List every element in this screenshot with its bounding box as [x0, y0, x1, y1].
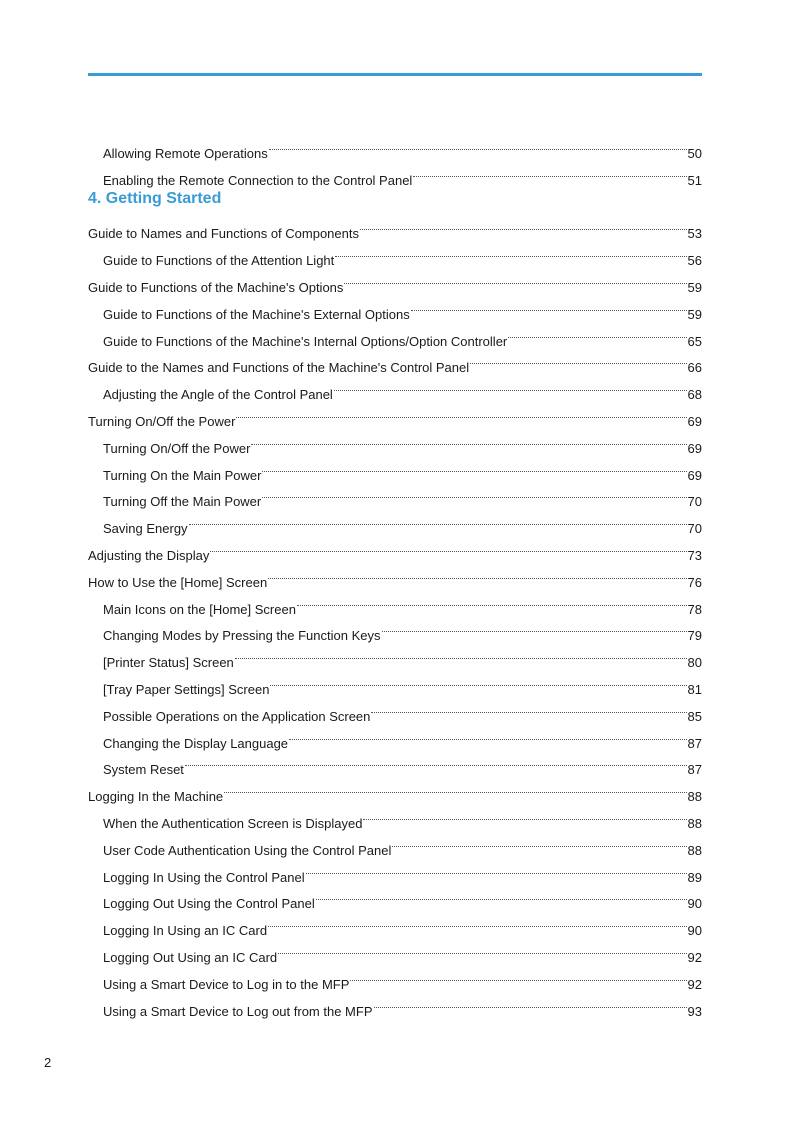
toc-dot-leader — [235, 640, 687, 667]
table-of-contents — [88, 131, 702, 1019]
toc-entry-title: Adjusting the Angle of the Control Panel — [103, 387, 333, 403]
toc-entry-title: System Reset — [103, 762, 184, 778]
toc-entry-title: Guide to the Names and Functions of the Machine's Control Panel — [88, 360, 470, 376]
toc-dot-leader — [392, 828, 686, 855]
toc-entry-title: Logging In the Machine — [88, 789, 224, 805]
toc-dot-leader — [268, 560, 686, 587]
toc-entry-page: 88 — [687, 842, 702, 858]
toc-entry-page: 80 — [687, 655, 702, 671]
toc-entry-title: Enabling the Remote Connection to the Control Panel — [103, 172, 413, 188]
toc-entry-page: 78 — [687, 601, 702, 617]
toc-dot-leader — [268, 908, 686, 935]
toc-entry-page: 93 — [687, 1003, 702, 1019]
toc-entry-title: How to Use the [Home] Screen — [88, 574, 268, 590]
toc-entry-page: 70 — [687, 521, 702, 537]
toc-dot-leader — [185, 748, 687, 775]
toc-dot-leader — [278, 935, 686, 962]
toc-entry-title: Logging Out Using the Control Panel — [103, 896, 315, 912]
toc-entry-title: Changing Modes by Pressing the Function Keys — [103, 628, 381, 644]
toc-dot-leader — [363, 801, 686, 828]
toc-entry-page: 65 — [687, 333, 702, 349]
toc-dot-leader — [335, 238, 686, 265]
toc-dot-leader — [374, 989, 687, 1016]
toc-entry-title: Possible Operations on the Application Screen — [103, 708, 371, 724]
toc-entry-page: 68 — [687, 387, 702, 403]
toc-entry-title: Turning On/Off the Power — [88, 413, 236, 429]
toc-entry-page: 50 — [687, 145, 702, 161]
toc-dot-leader — [269, 131, 687, 158]
chapter-heading[interactable]: 4. Getting Started — [88, 189, 222, 207]
toc-entry-title: [Printer Status] Screen — [103, 655, 234, 671]
toc-entry-page: 88 — [687, 815, 702, 831]
toc-dot-leader — [316, 882, 687, 909]
toc-entry-title: Logging In Using an IC Card — [103, 923, 268, 939]
toc-entry-page: 85 — [687, 708, 702, 724]
toc-entry-page: 66 — [687, 360, 702, 376]
toc-entry-page: 87 — [687, 735, 702, 751]
toc-entry-allowing-remote-operations[interactable] — [88, 131, 702, 161]
toc-entry-page: 69 — [687, 467, 702, 483]
toc-dot-leader — [470, 346, 686, 373]
toc-entry-title: Guide to Functions of the Machine's Options — [88, 279, 344, 295]
toc-entry-title: Logging Out Using an IC Card — [103, 949, 278, 965]
toc-entry-title: Changing the Display Language — [103, 735, 289, 751]
toc-entry-page: 56 — [687, 253, 702, 269]
toc-dot-leader — [360, 212, 687, 239]
toc-dot-leader — [270, 667, 686, 694]
toc-dot-leader — [413, 158, 686, 185]
toc-entry-title: Turning On the Main Power — [103, 467, 262, 483]
toc-entry-title: Saving Energy — [103, 521, 188, 537]
toc-entry-page: 70 — [687, 494, 702, 510]
toc-entry-names-functions-components[interactable] — [88, 212, 702, 242]
toc-entry-page: 92 — [687, 949, 702, 965]
toc-entry-title: Logging In Using the Control Panel — [103, 869, 305, 885]
toc-entry-page: 73 — [687, 547, 702, 563]
toc-dot-leader — [236, 399, 686, 426]
toc-entry-title: Turning On/Off the Power — [103, 440, 251, 456]
toc-entry-page: 79 — [687, 628, 702, 644]
toc-dot-leader — [306, 855, 687, 882]
toc-dot-leader — [334, 372, 687, 399]
toc-entry-title: Adjusting the Display — [88, 547, 210, 563]
toc-entry-page: 59 — [687, 306, 702, 322]
toc-dot-leader — [411, 292, 687, 319]
toc-entry-title: When the Authentication Screen is Displayed — [103, 815, 363, 831]
toc-dot-leader — [382, 614, 687, 641]
toc-entry-title: Guide to Names and Functions of Components — [88, 226, 359, 242]
toc-entry-page: 81 — [687, 681, 702, 697]
toc-entry-title: Guide to Functions of the Attention Light — [103, 253, 335, 269]
page-number: 2 — [44, 1055, 52, 1070]
toc-entry-title: Allowing Remote Operations — [103, 145, 268, 161]
toc-entry-page: 88 — [687, 789, 702, 805]
toc-dot-leader — [297, 587, 687, 614]
toc-entry-page: 89 — [687, 869, 702, 885]
toc-entry-page: 59 — [687, 279, 702, 295]
toc-dot-leader — [350, 962, 686, 989]
toc-entry-title: Using a Smart Device to Log out from the MFP — [103, 1003, 373, 1019]
toc-entry-page: 51 — [687, 172, 702, 188]
toc-entry-title: Guide to Functions of the Machine's External Options — [103, 306, 410, 322]
toc-entry-page: 69 — [687, 440, 702, 456]
toc-entry-page: 69 — [687, 413, 702, 429]
toc-dot-leader — [262, 453, 686, 480]
toc-dot-leader — [262, 480, 686, 507]
toc-entry-title: User Code Authentication Using the Control Panel — [103, 842, 392, 858]
toc-dot-leader — [344, 265, 686, 292]
toc-entry-page: 92 — [687, 976, 702, 992]
toc-dot-leader — [508, 319, 686, 346]
toc-dot-leader — [289, 721, 687, 748]
toc-entry-title: Turning Off the Main Power — [103, 494, 262, 510]
header-rule — [88, 73, 702, 76]
toc-dot-leader — [371, 694, 686, 721]
toc-entry-page: 76 — [687, 574, 702, 590]
toc-entry-title: Using a Smart Device to Log in to the MFP — [103, 976, 350, 992]
toc-entry-page: 90 — [687, 896, 702, 912]
toc-entry-title: Guide to Functions of the Machine's Internal Options/Option Controller — [103, 333, 508, 349]
toc-dot-leader — [251, 426, 686, 453]
toc-entry-title: Main Icons on the [Home] Screen — [103, 601, 296, 617]
toc-dot-leader — [210, 533, 686, 560]
toc-entry-page: 53 — [687, 226, 702, 242]
toc-dot-leader — [189, 506, 687, 533]
toc-entry-page: 90 — [687, 923, 702, 939]
toc-dot-leader — [224, 774, 686, 801]
toc-entry-title: [Tray Paper Settings] Screen — [103, 681, 270, 697]
toc-entry-page: 87 — [687, 762, 702, 778]
